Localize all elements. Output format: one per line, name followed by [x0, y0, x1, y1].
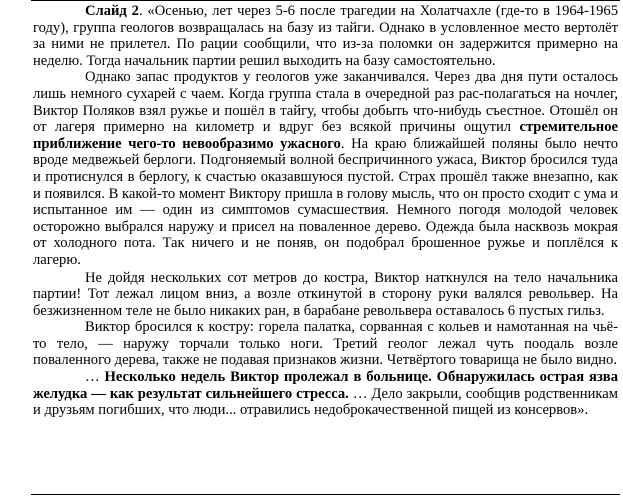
paragraph-4 [33, 319, 618, 369]
bottom-rule [31, 494, 620, 495]
paragraph-2-text-a: Однако запас продуктов у геологов уже заканчивался. Через два дня пути осталось лишь немного сухарей с чаем. Когда группа стала в очередной раз рас-полагаться на ночлег, Виктор Поляков взял ружье и пошёл в тайгу, чтобы добыть что-нибудь съестное. Отошёл он от лагеря примерно на километр и вдруг без всякой причины ощутил [33, 69, 618, 136]
paragraph-3 [33, 270, 618, 320]
paragraph-5-emphasis: Несколько недель Виктор пролежал в больнице. Обнаружилась острая язва желудка — как результат сильнейшего стресса. [33, 369, 618, 402]
paragraph-2-emphasis: стремительное приближение чего-то невообразимо ужасного [33, 119, 618, 152]
slide-label: Слайд 2 [85, 3, 139, 19]
paragraph-5-text: … Дело закрыли, сообщив родственникам и друзьям погибших, что люди... отравились недоброкачественной пищей из консервов». [33, 385, 618, 419]
paragraph-5 [33, 369, 618, 419]
paragraph-1 [33, 3, 618, 69]
paragraph-5-ellipsis: … [85, 369, 105, 386]
paragraph-2 [33, 69, 618, 268]
paragraph-2-text-b: . На краю ближайшей поляны было нечто вроде медвежьей берлоги. Подгоняемый волной беспричинного ужаса, Виктор бросился туда и протиснулся в берлогу, к счастью оказавшуюся пустой. Страх прошёл также внезапно, как и появился. В какой-то момент Виктору пришла в голову мысль, что он просто сходит с ума и испытанное им — один из симптомов сумасшествия. Немного погодя молодой человек осторожно выбрался наружу и присел на поваленное дерево. Одежда была насквозь мокрая от холодного пота. Так ничего и не поняв, он подобрал брошенное ружье и поплёлся к лагерю. [33, 135, 618, 268]
paragraph-3-text: Не дойдя нескольких сот метров до костра, Виктор наткнулся на тело начальника партии! Тот лежал лицом вниз, а возле откинутой в сторону руки валялся револьвер. На безжизненном теле не было никаких ран, в барабане револьвера оставалось 6 пустых гильз. [33, 269, 618, 319]
top-rule [31, 0, 620, 1]
paragraph-1-text: . «Осенью, лет через 5-6 после трагедии на Холатчахле (где-то в 1964-1965 году), группа геологов возвращалась на базу из тайги. Однако в условленное место вертолёт за ними не прилетел. По рации сообщили, что из-за поломки он задержится примерно на неделю. Тогда начальник партии решил выходить на базу самостоятельно. [33, 3, 619, 69]
document-text [33, 3, 618, 419]
paragraph-4-text: Виктор бросился к костру: горела палатка, сорванная с кольев и намотанная на чьё-то тело, — наружу торчали только ноги. Третий геолог лежал чуть поодаль возле поваленного дерева, также не подавая признаков жизни. Четвёртого товарища не было видно. [33, 319, 618, 369]
